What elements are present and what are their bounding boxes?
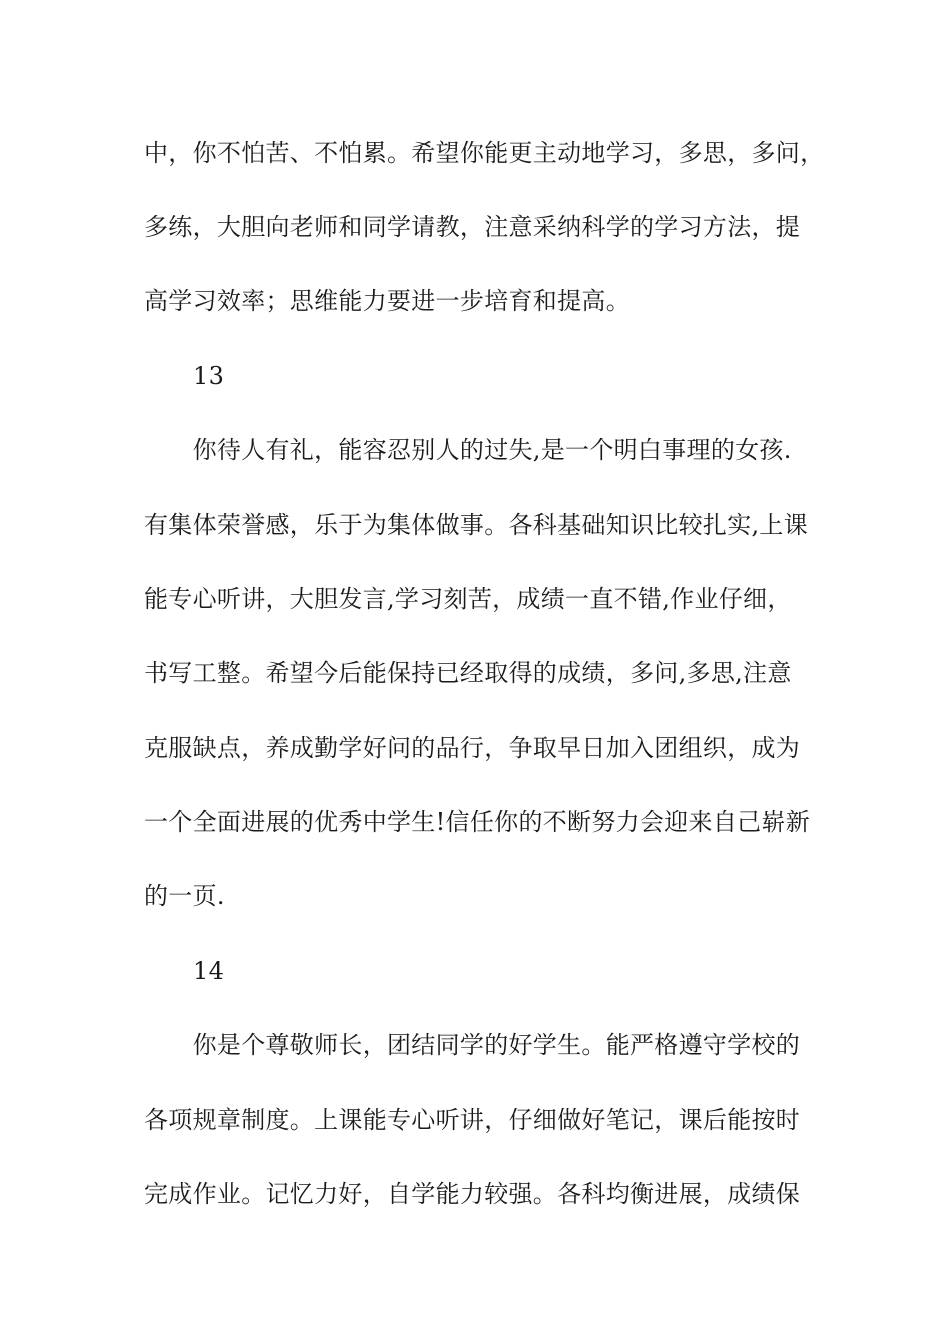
text-line: 你是个尊敬师长，团结同学的好学生。能严格遵守学校的 bbox=[144, 1031, 801, 1059]
text-line: 克服缺点，养成勤学好问的品行，争取早日加入团组织，成为 bbox=[144, 734, 801, 762]
item-number: 14 bbox=[193, 957, 225, 985]
text-line: 各项规章制度。上课能专心听讲，仔细做好笔记，课后能按时 bbox=[144, 1106, 801, 1134]
text-line: 一个全面进展的优秀中学生!信任你的不断努力会迎来自己崭新 bbox=[144, 808, 811, 836]
text-line: 你待人有礼，能容忍别人的过失,是一个明白事理的女孩. bbox=[144, 436, 792, 464]
item-number: 13 bbox=[193, 362, 225, 390]
text-line: 能专心听讲，大胆发言,学习刻苦，成绩一直不错,作业仔细， bbox=[144, 585, 792, 613]
text-line: 有集体荣誉感，乐于为集体做事。各科基础知识比较扎实,上课 bbox=[144, 511, 809, 539]
text-line: 中，你不怕苦、不怕累。希望你能更主动地学习，多思，多问， bbox=[144, 139, 825, 167]
text-line: 高学习效率；思维能力要进一步培育和提高。 bbox=[144, 287, 630, 315]
text-line: 的一页. bbox=[144, 882, 225, 910]
text-line: 书写工整。希望今后能保持已经取得的成绩，多问,多思,注意 bbox=[144, 659, 792, 687]
text-line: 完成作业。记忆力好，自学能力较强。各科均衡进展，成绩保 bbox=[144, 1180, 801, 1208]
text-line: 多练，大胆向老师和同学请教，注意采纳科学的学习方法，提 bbox=[144, 213, 801, 241]
